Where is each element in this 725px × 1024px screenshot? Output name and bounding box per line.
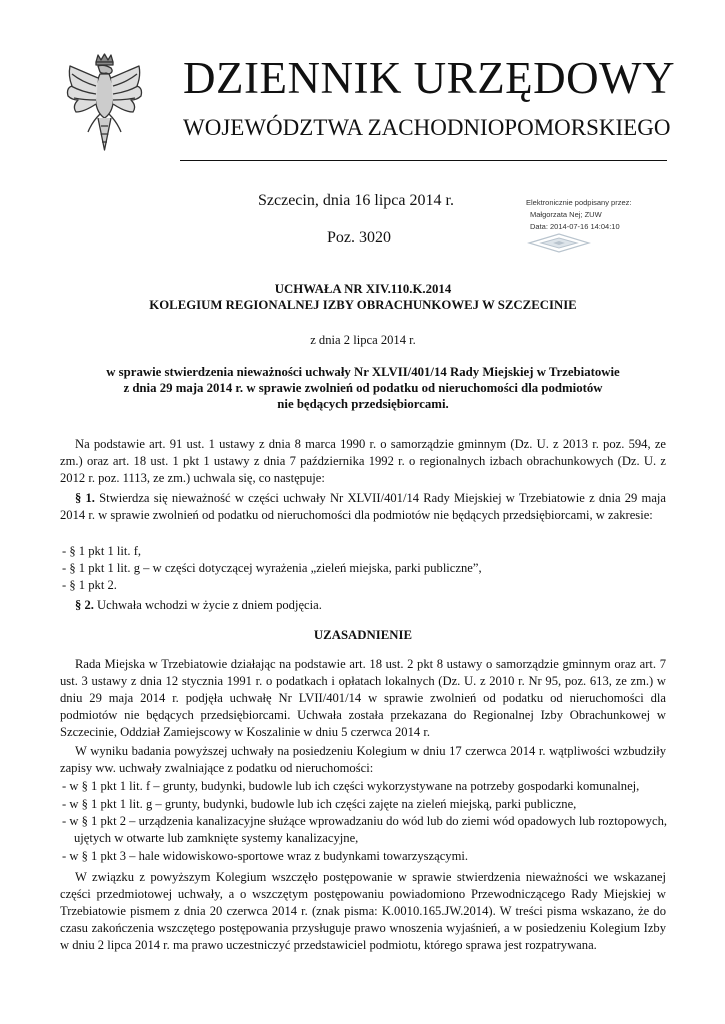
justification-item: - w § 1 pkt 3 – hale widowiskowo-sportowe wraz z budynkami towarzyszącymi. <box>62 849 469 863</box>
section-1-item: - § 1 pkt 2. <box>62 578 117 592</box>
resolution-authority: KOLEGIUM REGIONALNEJ IZBY OBRACHUNKOWEJ W SZCZECINIE <box>149 298 577 312</box>
section-1-paragraph <box>60 490 666 524</box>
section-2-text: Uchwała wchodzi w życie z dniem podjęcia. <box>93 598 322 612</box>
resolution-subject-line-3: nie będących przedsiębiorcami. <box>277 397 449 411</box>
signature-line-3: Data: 2014-07-16 14:04:10 <box>530 222 620 231</box>
justification-paragraph-1: Rada Miejska w Trzebiatowie działając na podstawie art. 18 ust. 2 pkt 8 ustawy o samorządzie gminnym oraz art. 7 ust. 3 ustawy z dnia 12 stycznia 1991 r. o podatkach i opłatach lokalnych (Dz. U. z 2010 r. Nr 95, poz. 613, ze zm.) w dniu 29 maja 2014 r. podjęła uchwałę Nr LVII/401/14 w sprawie zwolnień od podatku od nieruchomości dla podmiotów nie będących przedsiębiorcami. Uchwała została przekazana do Regionalnej Izby Obrachunkowej w Szczecinie, Oddział Zamiejscowy w Koszalinie w dniu 5 czerwca 2014 r. <box>60 657 666 739</box>
justification-paragraph-3: W związku z powyższym Kolegium wszczęło postępowanie w sprawie stwierdzenia nieważności we wskazanej części przedmiotowej uchwały, a o wszczętym postępowaniu powiadomiono Przewodniczącego Rady Miejskiej w Trzebiatowie pismem z dnia 20 czerwca 2014 r. (znak pisma: K.0010.165.JW.2014). W treści pisma wskazano, że do czasu zakończenia wszczętego postępowania przysługuje prawo wnoszenia wyjaśnień, a w posiedzeniu Kolegium Izby w dniu 2 lipca 2014 r. ma prawo uczestniczyć przedstawiciel podmiotu, którego sprawa jest rozpatrywana. <box>60 870 666 952</box>
eagle-emblem-icon <box>62 52 147 156</box>
signature-line-1: Elektronicznie podpisany przez: <box>526 198 632 207</box>
masthead-title: DZIENNIK URZĘDOWY <box>183 53 676 103</box>
justification-paragraph-2: W wyniku badania powyższej uchwały na posiedzeniu Kolegium w dniu 17 czerwca 2014 r. wątpliwości wzbudziły zapisy ww. uchwały zwalniające z podatku od nieruchomości: <box>60 744 666 775</box>
justification-item: - w § 1 pkt 2 – urządzenia kanalizacyjne służące wprowadzaniu do wód lub do ziemi wód opadowych lub roztopowych, ujętych w otwarte lub zamknięte systemy kanalizacyjne, <box>62 814 668 845</box>
preamble-paragraph: Na podstawie art. 91 ust. 1 ustawy z dnia 8 marca 1990 r. o samorządzie gminnym (Dz. U. z 2013 r. poz. 594, ze zm.) oraz art. 18 ust. 1 pkt 1 ustawy z dnia 7 października 1992 r. o regionalnych izbach obrachunkowych (Dz. U. z 2012 r. poz. 1113, ze zm.) uchwala się, co następuje: <box>60 437 666 485</box>
section-1-text: Stwierdza się nieważność w części uchwały Nr XLVII/401/14 Rady Miejskiej w Trzebiatowie z dnia 29 maja 2014 r. w sprawie zwolnień od podatku od nieruchomości dla podmiotów nie będących przedsiębiorcami, w zakresie: <box>60 491 667 522</box>
masthead-divider <box>180 160 667 161</box>
position-number: Poz. 3020 <box>327 229 391 246</box>
justification-heading: UZASADNIENIE <box>313 628 413 642</box>
section-1-item: - § 1 pkt 1 lit. f, <box>62 544 142 558</box>
section-2-paragraph <box>60 597 666 614</box>
signature-line-2: Małgorzata Nej; ZUW <box>530 210 602 219</box>
justification-item: - w § 1 pkt 1 lit. f – grunty, budynki, budowle lub ich części wykorzystywane na potrzeby gospodarki komunalnej, <box>62 779 640 793</box>
section-2-label: § 2. <box>75 598 94 612</box>
resolution-subject-line-1: w sprawie stwierdzenia nieważności uchwały Nr XLVII/401/14 Rady Miejskiej w Trzebiatowie <box>106 365 620 379</box>
section-1-item: - § 1 pkt 1 lit. g – w części dotyczącej wyrażenia „zieleń miejska, parki publiczne”, <box>62 561 482 575</box>
justification-item: - w § 1 pkt 1 lit. g – grunty, budynki, budowle lub ich części zajęte na zieleń miejską, parki publiczne, <box>62 797 577 811</box>
resolution-number: UCHWAŁA NR XIV.110.K.2014 <box>274 282 452 296</box>
signature-stamp-icon <box>527 232 591 254</box>
masthead-subtitle: WOJEWÓDZTWA ZACHODNIOPOMORSKIEGO <box>183 115 671 140</box>
issue-date: Szczecin, dnia 16 lipca 2014 r. <box>258 192 454 209</box>
resolution-date: z dnia 2 lipca 2014 r. <box>310 333 416 347</box>
resolution-subject-line-2: z dnia 29 maja 2014 r. w sprawie zwolnień od podatku od nieruchomości dla podmiotów <box>123 381 603 395</box>
section-1-label: § 1. <box>75 491 95 505</box>
